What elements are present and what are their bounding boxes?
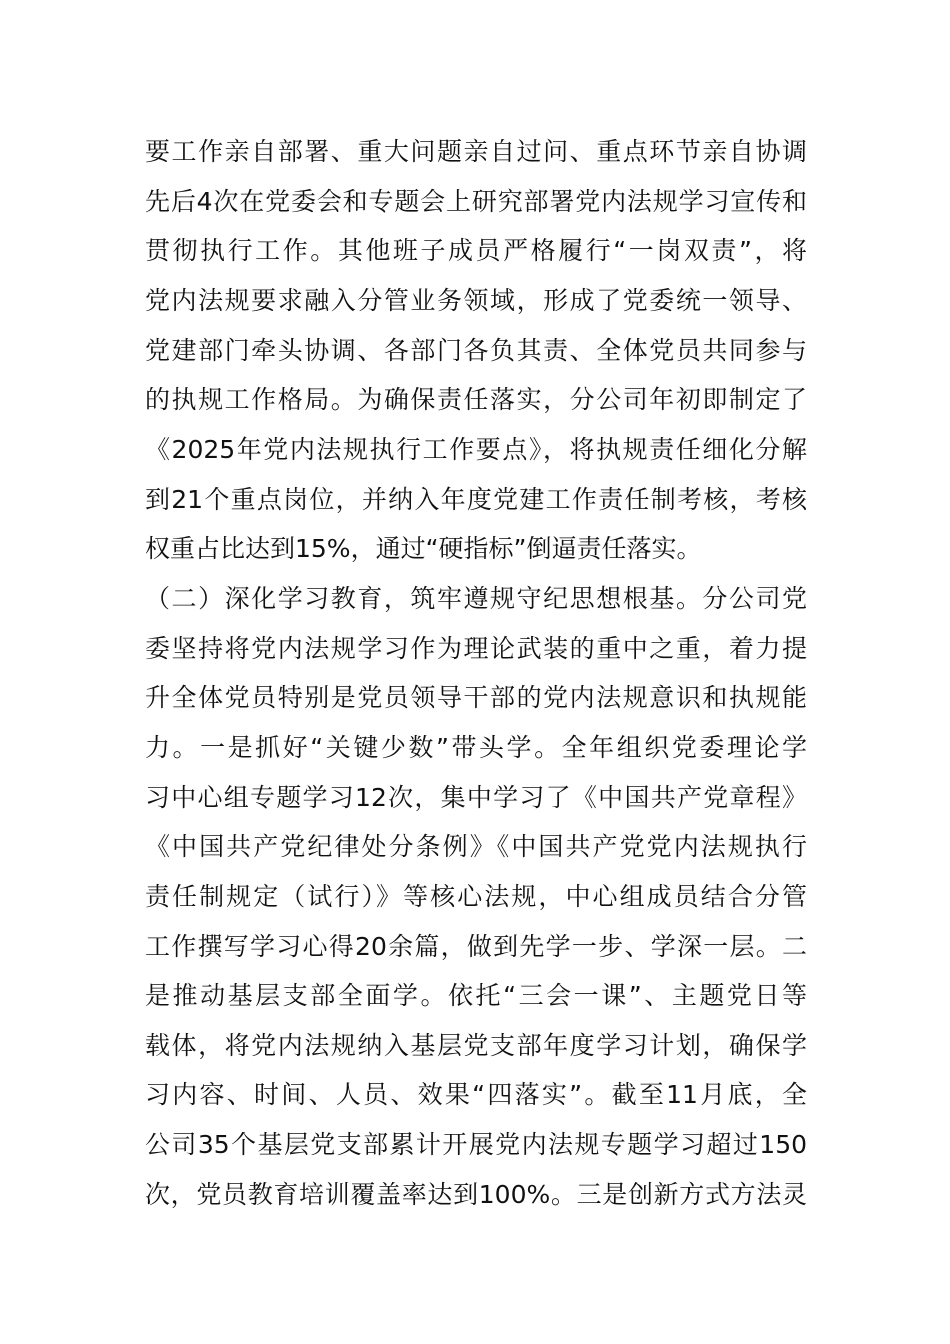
text-line: 力。一是抓好“关键少数”带头学。全年组织党委理论学 xyxy=(145,732,807,762)
text-line: 公司35个基层党支部累计开展党内法规专题学习超过150 xyxy=(145,1130,807,1160)
text-line: 权重占比达到15%，通过“硬指标”倒逼责任落实。 xyxy=(145,534,702,564)
text-line: 《2025年党内法规执行工作要点》，将执规责任细化分解 xyxy=(145,434,807,464)
text-line: 贯彻执行工作。其他班子成员严格履行“一岗双责”，将 xyxy=(145,236,807,266)
text-line: 是推动基层支部全面学。依托“三会一课”、主题党日等 xyxy=(145,981,807,1011)
text-line: 载体，将党内法规纳入基层党支部年度学习计划，确保学 xyxy=(145,1030,807,1060)
text-line: 先后4次在党委会和专题会上研究部署党内法规学习宣传和 xyxy=(145,186,807,216)
text-line: （二）深化学习教育，筑牢遵规守纪思想根基。分公司党 xyxy=(145,583,807,613)
text-line: 党建部门牵头协调、各部门各负其责、全体党员共同参与 xyxy=(145,335,807,365)
text-line: 习中心组专题学习12次，集中学习了《中国共产党章程》 xyxy=(145,782,807,812)
text-line: 要工作亲自部署、重大问题亲自过问、重点环节亲自协调 xyxy=(145,137,807,166)
text-line: 升全体党员特别是党员领导干部的党内法规意识和执规能 xyxy=(145,683,807,713)
text-line: 工作撰写学习心得20余篇，做到先学一步、学深一层。二 xyxy=(145,931,807,961)
text-line: 《中国共产党纪律处分条例》《中国共产党党内法规执行 xyxy=(145,832,807,862)
text-line: 习内容、时间、人员、效果“四落实”。截至11月底，全 xyxy=(145,1080,807,1110)
text-line: 次，党员教育培训覆盖率达到100%。三是创新方式方法灵 xyxy=(145,1179,807,1209)
text-line: 委坚持将党内法规学习作为理论武装的重中之重，着力提 xyxy=(145,633,807,663)
text-line: 的执规工作格局。为确保责任落实，分公司年初即制定了 xyxy=(145,385,807,415)
text-line: 责任制规定（试行）》等核心法规，中心组成员结合分管 xyxy=(145,881,807,911)
text-line: 党内法规要求融入分管业务领域，形成了党委统一领导、 xyxy=(145,285,807,315)
text-line: 到21个重点岗位，并纳入年度党建工作责任制考核，考核 xyxy=(145,484,807,514)
document-body xyxy=(145,133,807,1225)
